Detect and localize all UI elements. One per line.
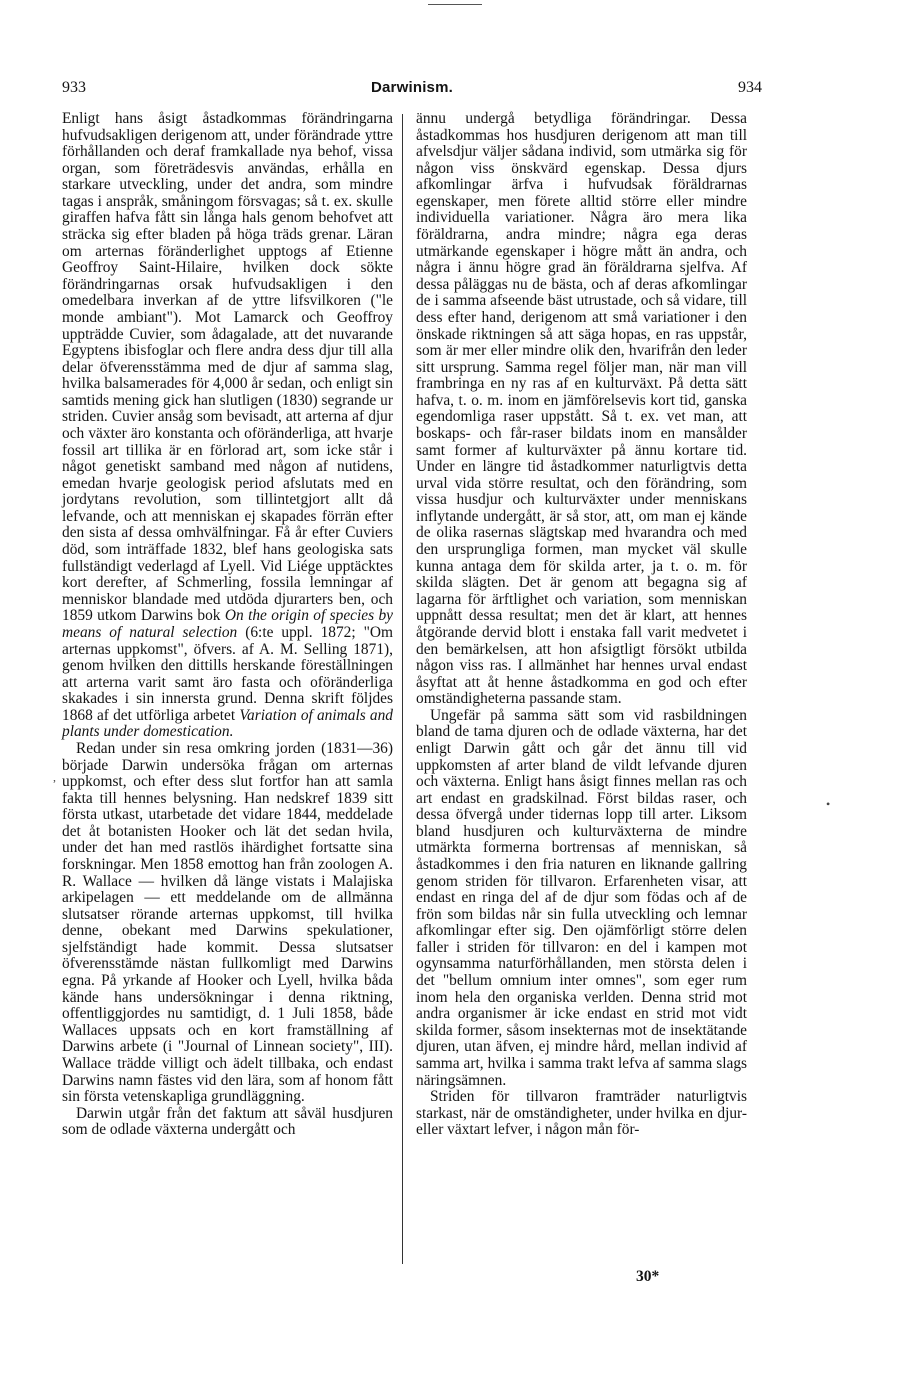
book-title: Variation of animals and plants under domestication.	[62, 706, 393, 741]
margin-mark: •	[826, 797, 831, 811]
page-number-left: 933	[62, 79, 86, 96]
paragraph-text: Enligt hans åsigt åstadkommas förändringarna hufvudsakligen derigenom att, under förändrade yttre förhållanden och deraf framkallade nya behof, vissa organ, som företrädesvis användas, erhålla en starkare utveckling, under det andra, som mindre tagas i anspråk, småningom försvagas; så t. ex. skulle giraffen hafva fått sin långa hals genom behofvet att sträcka sig efter bladen på höga träds grenar. Läran om arternas föränderlighet upptogs af Etienne Geoffroy Saint-Hilaire, hvilken dock sökte förändringarnas orsak hufvudsakligen i den omedelbara inverkan af de yttre lifsvilkoren ("le monde ambiant"). Mot Lamarck och Geoffroy uppträdde Cuvier, som ådagalade, att det nuvarande Egyptens ibisfoglar och flere andra dess djur till alla delar öfverensstämma med de djur af samma slag, hvilka balsamerades för 4,000 år sedan, och enligt sin samtids mening gick han slutligen (1830) segrande ur striden. Cuvier ansåg som bevisadt, att arterna af djur och växter äro konstanta och oföränderliga, att hvarje fossil art tillika är en förlorad art, som icke står i något genetiskt samband med någon af nutidens, emedan hvarje geologisk period afslutats med en jordytans revolution, som tillintetgjort allt då lefvande, och att menniskan ej skapades förrän efter den sista af dessa omhvälfningar. Få år efter Cuviers död, som inträffade 1832, blef hans geologiska sats fullständigt vederlagd af Lyell. Vid Liége upptäcktes kort derefter, af Schmerling, fossila lemningar af menniskor blandade med utdöda djurarters ben, och 1859 utkom Darwins bok	[62, 110, 393, 625]
left-column	[62, 111, 393, 1139]
paragraph: ännu undergå betydliga förändringar. Dessa åstadkommas hos husdjuren derigenom att man till afvelsdjur väljer sådana individ, som utmärka sig för någon viss önskvärd egenskap. Dessa djurs afkomlingar ärfva i hufvudsak föräldrarnas egenskaper, men förete alltid större eller mindre individuella variationer. Några äro mera lika föräldrarna, andra mindre; några ega deras utmärkande egenskaper i högre mått än andra, och några i ännu högre grad än föräldrarna sjelfva. Af dessa påläggas nu de bästa, och af deras afkomlingar de i samma afseende bäst utrustade, och så vidare, till dess efter hand, derigenom att små variationer i den önskade riktningen så att säga hopas, en ras uppstår, som är mer eller mindre olik den, hvarifrån den leder sitt ursprung. Samma regel följer man, när man vill frambringa en ny ras af en kulturväxt. På detta sätt hafva, t. o. m. inom en jämförelsevis kort tid, ganska egendomliga raser uppstått. Så t. ex. vet man, att boskaps- och får-raser bildats inom en mansålder samt former af kulturväxter på ännu kortare tid. Under en längre tid åstadkommer naturligtvis detta urval vida större resultat, och den förändring, som vissa husdjur och kulturväxter under menniskans inflytande undergått, är så stor, att, om man ej kände de olika rasernas slägtskap med hvarandra och med den ursprungliga formen, man mycket väl skulle kunna antaga dem för skilda arter, ja t. o. m. för skilda slägten. Det är genom att begagna sig af lagarna för ärftlighet och variation, som menniskan uppnått dessa resultat; men det är klart, att hennes åtgörande dervid blott i enstaka fall varit medvetet i den bemärkelsen, att hon afsigtligt försökt utbilda någon viss ras. I allmänhet har hennes urval endast åsyftat att åt henne åstadkomma en god och efter omständigheterna passande stam.	[416, 110, 747, 708]
paragraph: Ungefär på samma sätt som vid rasbildningen bland de tama djuren och de odlade växterna, har det enligt Darwin gått och går det ännu till vid uppkomsten af arter bland de vildt lefvande djuren och växterna. Enligt hans åsigt finnes mellan ras och art endast en gradskilnad. Först bildas raser, och dessa öfvergå under tidernas lopp till arter. Liksom bland husdjuren och kulturväxterna de mindre utmärkta formerna bortrensas af menniskan, så åstadkommes i den fria naturen en liknande gallring genom striden för tillvaron. Erfarenheten visar, att endast en ringa del af de djur som födas och af de frön som bildas når sin fulla utveckling och lemnar afkomlingar efter sig. Den ojämförligt större delen faller i striden för tillvaron: en del i kampen mot ogynsamma naturförhållanden, men största delen i det "bellum omnium inter omnes", som eger rum inom hela den organiska verlden. Denna strid mot andra organismer är icke endast en strid mot vidt skilda former, såsom insekternas mot de insektätande djuren, utan äfven, ej mindre hård, mellan individ af samma art, hvilka i samma trakt lefva af samma slags näringsämnen.	[416, 706, 747, 1089]
margin-mark: ,	[53, 770, 56, 784]
book-title: On the origin of species by means of natural selection	[62, 607, 393, 641]
signature-mark: 30*	[636, 1268, 660, 1285]
paragraph-text: (6:te uppl. 1872; "Om arternas uppkomst", öfvers. af A. M. Selling 1871), genom hvilken den dittills herskande föreställningen att arterna varit samt äro fasta och oföränderliga skakades i sin innersta grund. Denna skrift följdes 1868 af det utförliga arbetet	[62, 623, 393, 724]
page-number-right: 934	[738, 79, 762, 96]
paragraph: Darwin utgår från det faktum att såväl husdjuren som de odlade växterna undergått och	[62, 1104, 393, 1139]
paragraph	[62, 111, 393, 741]
top-rule	[428, 4, 482, 5]
right-column	[416, 111, 747, 1139]
paragraph: Striden för tillvaron framträder naturligtvis starkast, när de omständigheter, under hvilka en djur- eller växtart lefver, i någon mån för-	[416, 1088, 747, 1139]
paragraph: Redan under sin resa omkring jorden (1831—36) började Darwin undersöka frågan om arternas uppkomst, och efter dess slut fortfor han att samla fakta till hennes belysning. Han nedskref 1839 sitt första utkast, utarbetade det vidare 1844, meddelade det åt botanisten Hooker och lät det sedan hvila, under det han med rastlös ihärdighet fortsatte sina forskningar. Men 1858 emottog han från zoologen A. R. Wallace — hvilken då länge vistats i Malajiska arkipelagen — ett meddelande om de allmänna slutsatser rörande arternas uppkomst, till hvilka denne, obekant med Darwins spekulationer, sjelfständigt hade kommit. Dessa slutsatser öfverensstämde nästan fullkomligt med Darwins egna. På yrkande af Hooker och Lyell, hvilka båda kände hans undersökningar i denna riktning, offentliggjordes nu samtidigt, d. 1 Juli 1858, både Wallaces uppsats och en kort framställning af Darwins arbete (i "Journal of Linnean society", III). Wallace trädde villigt och ädelt tillbaka, och endast Darwins namn fästes vid den lära, som af honom fått sin första vetenskapliga grundläggning.	[62, 739, 393, 1106]
running-title: Darwinism.	[370, 79, 454, 96]
page-header	[62, 79, 762, 101]
column-divider	[402, 114, 403, 1264]
